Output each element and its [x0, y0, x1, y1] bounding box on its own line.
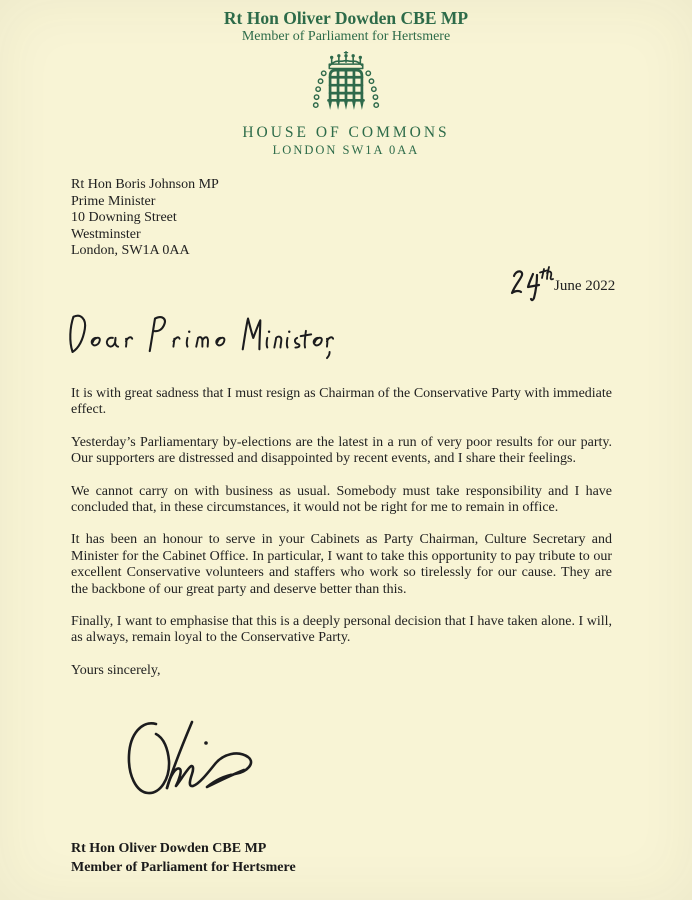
letter-body	[71, 386, 612, 695]
paragraph: Finally, I want to emphasise that this is a deeply personal decision that I have taken alone. I will, as always, remain loyal to the Conservative Party.	[71, 614, 612, 646]
valediction: Yours sincerely,	[71, 662, 161, 678]
recipient-line: 10 Downing Street	[71, 210, 177, 225]
portcullis-crest-icon	[306, 51, 386, 121]
typed-date: June 2022	[554, 278, 616, 294]
paragraph: We cannot carry on with business as usual. Somebody must take responsibility and I have concluded that, in these circumstances, it would not be right for me to remain in office.	[71, 483, 612, 516]
paragraph: Yesterday’s Parliamentary by-elections are the latest in a run of very poor results for our party. Our supporters are distressed and disappointed by recent events, and I share their feelings.	[71, 434, 612, 467]
sender-title: Member of Parliament for Hertsmere	[71, 860, 296, 875]
paragraph: It is with great sadness that I must resign as Chairman of the Conservative Party with immediate effect.	[71, 386, 612, 418]
recipient-line: Westminster	[71, 226, 141, 242]
recipient-line: Rt Hon Boris Johnson MP	[71, 177, 219, 192]
letterhead-name: Rt Hon Oliver Dowden CBE MP	[223, 8, 469, 28]
letterhead-subtitle: Member of Parliament for Hertsmere	[241, 29, 451, 44]
handwritten-salutation	[62, 309, 334, 365]
handwritten-signature	[106, 713, 268, 809]
sender-signature-block	[71, 839, 296, 877]
recipient-line: London, SW1A 0AA	[71, 243, 190, 258]
sender-name: Rt Hon Oliver Dowden CBE MP	[71, 841, 267, 856]
recipient-address-block	[71, 177, 219, 260]
recipient-line: Prime Minister	[71, 193, 156, 209]
paragraph: It has been an honour to serve in your Cabinets as Party Chairman, Culture Secretary and Minister for the Cabinet Office. In particular, I want to take this opportunity to pay tribute to our excellent Conservative volunteers and staffers who work so tirelessly for our cause. They are the backbone of our great party and deserve better than this.	[71, 532, 612, 597]
institution-name: HOUSE OF COMMONS	[242, 124, 450, 141]
institution-address: LONDON SW1A 0AA	[272, 143, 420, 157]
handwritten-date	[506, 266, 556, 304]
